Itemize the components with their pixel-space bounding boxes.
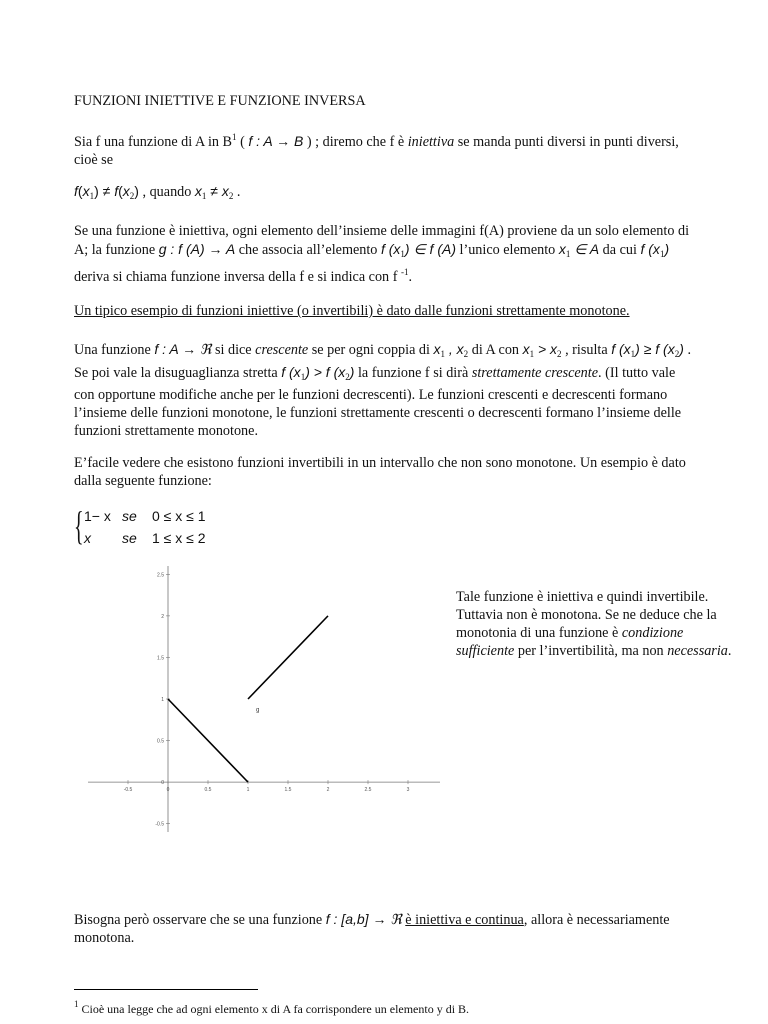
paragraph-example-intro: E’facile vedere che esistono funzioni invertibili in un intervallo che non sono monotone. Un esempio è dato dalla seguente funzione: (74, 455, 686, 489)
x-tick-label: 2.5 (364, 787, 372, 794)
series-line-f (168, 699, 248, 782)
paragraph-definition: Sia f una funzione di A in $B^1$ ( f : A → B ) ; diremo che f è iniettiva se manda punti diversi in punti diversi, cioè se (74, 132, 679, 168)
title-text: FUNZIONI INIETTIVE E FUNZIONE INVERSA (74, 93, 366, 109)
y-tick-label: -0.5 (155, 821, 164, 828)
page-title (74, 92, 696, 110)
chart-axes (88, 566, 440, 832)
footnote-separator (74, 989, 258, 990)
x-tick-label: 0.5 (204, 787, 212, 794)
chart-ticks (124, 572, 410, 827)
y-tick-label: 1.5 (157, 655, 164, 662)
piecewise-system: { 1− x se 0 ≤ x ≤ 1 x se 1 ≤ x ≤ 2 (74, 503, 206, 548)
y-tick-label: 0.5 (157, 738, 164, 745)
x-tick-label: 2 (326, 787, 330, 794)
footnote-ref[interactable]: 1 (232, 132, 237, 142)
paragraph-conclusion: Bisogna però osservare che se una funzione f : [a,b] → ℜ è iniettiva e continua, allora è necessariamente monotona. (74, 911, 670, 946)
x-tick-label: -0.5 (123, 787, 133, 794)
left-brace: { (74, 503, 84, 548)
chart-annotation (256, 707, 259, 713)
equation-injective: $f(x_1) \ne f(x_2)$ , quando $x_1 \ne x_2$ . (74, 183, 241, 201)
underlined-statement: Un tipico esempio di funzioni iniettive (o invertibili) è dato dalle funzioni strettamente monotone. (74, 303, 630, 319)
x-tick-label: 1 (246, 787, 250, 794)
paragraph-inverse: Se una funzione è iniettiva, ogni elemento dell’insieme delle immagini f(A) proviene da un solo elemento di A; la funzione g : f (A) → A che associa all’elemento f $(x_1)$ ∈ f (A) l’unico elemento $x_1$ ∈ A da cui f $(x_1)$ deriva si chiama funzione inversa della f e si indica con f $^{-1}$. (74, 223, 690, 285)
x-tick-label: 3 (406, 787, 410, 794)
footnote: $^1$ Cioè una legge che ad ogni elemento x di A fa corrispondere un elemento y di B. (74, 999, 470, 1016)
x-tick-label: 0 (166, 787, 170, 794)
y-tick-label: 2.5 (157, 572, 164, 579)
chart-series (168, 616, 328, 782)
y-tick-label: 1 (161, 697, 164, 703)
y-tick-label: 0 (161, 780, 164, 787)
annotation-label: g (256, 707, 260, 714)
function-graph (78, 560, 450, 838)
x-tick-label: 1.5 (284, 787, 292, 794)
y-tick-label: 2 (161, 613, 164, 620)
series-line-g (248, 616, 328, 699)
paragraph-monotone: Una funzione f : A → ℜ si dice crescente se per ogni coppia di $x_1$ , $x_2$ di A con $x_1 > x_2$ , risulta f $(x_1) \ge f$ $(x_2)$ . Se poi vale la disuguaglianza stretta f $(x_1) > f$ $(x_2)$ la funzione f si dirà strettamente crescente. (Il tutto vale con opportune modifiche anche per le funzioni decrescenti). Le funzioni crescenti e decrescenti formano l’insieme delle funzioni monotone, le funzioni strettamente crescenti o decrescenti formano l’insieme delle funzioni strettamente monotone. (74, 341, 691, 439)
side-note: Tale funzione è iniettiva e quindi invertibile. Tuttavia non è monotona. Se ne deduce che la monotonia di una funzione è condizione sufficiente per l’invertibilità, ma non necessaria. (456, 589, 732, 659)
